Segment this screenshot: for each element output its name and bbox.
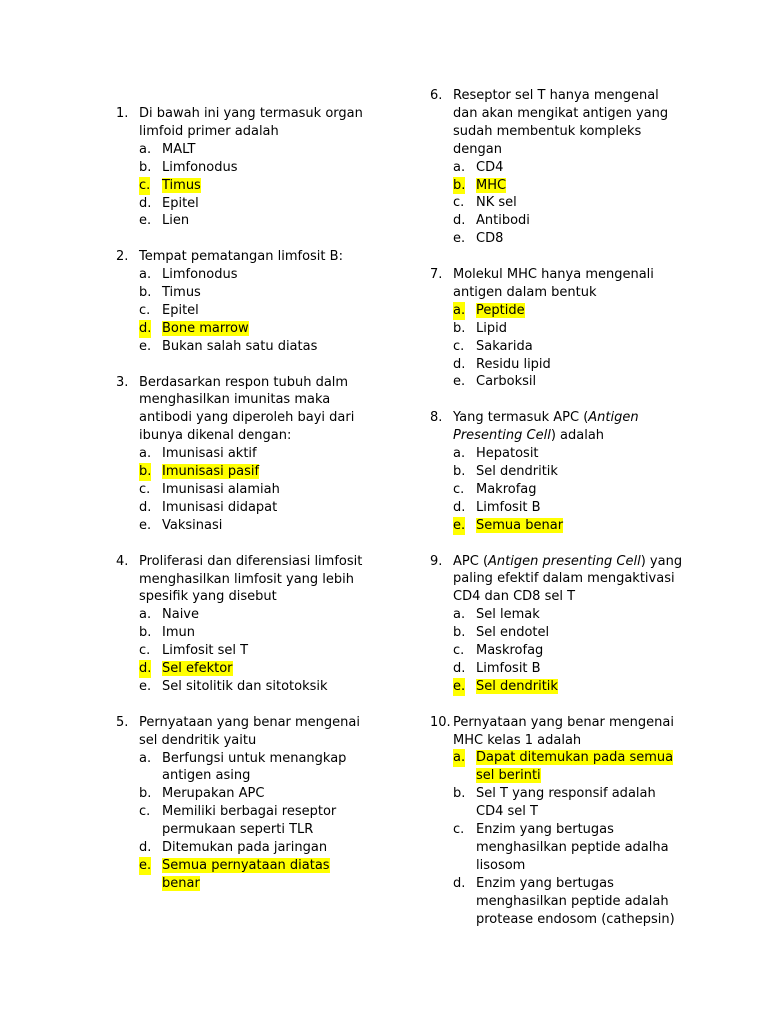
answer-option	[453, 517, 750, 535]
option-text: Limfosit B	[476, 660, 541, 676]
option-letter: e.	[453, 517, 466, 533]
question-number: 4.	[116, 553, 129, 569]
option-letter: c.	[453, 195, 465, 211]
answer-option	[139, 195, 436, 213]
right-column	[430, 87, 750, 929]
option-text: Imunisasi alamiah	[162, 482, 280, 497]
answer-option	[453, 356, 750, 374]
option-text: Sakarida	[476, 338, 533, 354]
option-letter: a.	[139, 446, 152, 462]
option-text: Sel endotel	[476, 625, 550, 641]
answer-option	[139, 338, 436, 356]
option-text: Maskrofag	[476, 643, 544, 659]
option-letter: d.	[453, 660, 466, 676]
option-letter: b.	[139, 464, 152, 480]
question-number: 5.	[116, 714, 129, 730]
option-text: Epitel	[162, 302, 199, 318]
answer-option	[139, 212, 436, 230]
option-text: Antibodi	[476, 213, 530, 229]
option-letter: e.	[453, 678, 466, 694]
question-stem	[453, 553, 750, 607]
option-letter: d.	[453, 499, 466, 515]
option-letter: e.	[139, 858, 152, 873]
option-letter: d.	[139, 661, 152, 677]
option-letter: e.	[139, 213, 152, 229]
option-text: Vaksinasi	[162, 517, 223, 533]
option-letter: b.	[139, 285, 152, 301]
option-text: Limfosit B	[476, 499, 541, 515]
answer-option	[139, 445, 436, 463]
answer-option	[453, 194, 750, 212]
question-10	[430, 714, 750, 929]
option-letter: b.	[453, 177, 466, 193]
option-text: Enzim yang bertugas menghasilkan peptide adalah protease endosom (cathepsin)	[476, 875, 675, 927]
option-text: Sel dendritik	[476, 464, 558, 479]
option-letter: e.	[139, 517, 152, 533]
stem-italic-term: Antigen Presenting Cell	[453, 410, 639, 444]
question-5	[116, 714, 436, 893]
question-spacer	[430, 391, 750, 409]
question-number: 8.	[430, 410, 443, 426]
option-letter: d.	[453, 213, 466, 229]
question-stem	[453, 409, 750, 445]
question-spacer	[116, 535, 436, 553]
option-text: Limfonodus	[162, 267, 238, 283]
answer-option	[453, 463, 750, 481]
answer-options	[430, 445, 750, 535]
option-text: Sel T yang responsif adalah CD4 sel T	[476, 786, 656, 820]
answer-option	[453, 445, 750, 463]
option-letter: a.	[139, 141, 152, 157]
option-letter: d.	[139, 195, 152, 211]
option-letter: a.	[453, 302, 466, 318]
option-text: CD4	[476, 159, 504, 175]
correct-answer-highlight: Dapat ditemukan pada semua sel berinti	[476, 750, 674, 784]
option-text: Enzim yang bertugas menghasilkan peptide adalha lisosom	[476, 822, 669, 873]
question-number: 6.	[430, 88, 443, 103]
answer-option	[453, 785, 750, 821]
option-text: Lipid	[476, 320, 507, 336]
option-text: Sel lemak	[476, 607, 540, 623]
answer-option	[453, 320, 750, 338]
option-text: Merupakan APC	[162, 786, 265, 802]
stem-text: Yang termasuk APC (	[453, 410, 589, 426]
question-stem: Di bawah ini yang termasuk organ limfoid primer adalah	[139, 106, 363, 139]
question-spacer	[116, 230, 436, 248]
option-letter: b.	[453, 320, 466, 336]
option-letter: c.	[139, 804, 151, 820]
question-8	[430, 409, 750, 534]
answer-options	[430, 606, 750, 696]
question-stem: Molekul MHC hanya mengenali antigen dalam bentuk	[453, 267, 654, 300]
answer-options	[430, 159, 750, 249]
answer-option	[139, 141, 436, 159]
option-letter: b.	[453, 786, 466, 802]
option-letter: c.	[453, 481, 465, 497]
question-1	[116, 105, 436, 230]
option-letter: b.	[453, 464, 466, 479]
option-letter: e.	[139, 338, 152, 354]
answer-option	[453, 338, 750, 356]
answer-option	[139, 320, 436, 338]
question-stem: Reseptor sel T hanya mengenal dan akan mengikat antigen yang sudah membentuk kompleks dengan	[453, 88, 669, 157]
question-spacer	[116, 696, 436, 714]
option-text: MALT	[162, 141, 196, 157]
option-letter: c.	[139, 302, 151, 318]
answer-option	[453, 302, 750, 320]
option-letter: a.	[139, 267, 152, 283]
stem-text: ) adalah	[550, 428, 605, 444]
option-letter: d.	[139, 320, 152, 336]
answer-option	[139, 302, 436, 320]
answer-option	[453, 481, 750, 499]
answer-option	[139, 266, 436, 284]
answer-options	[116, 606, 436, 696]
option-letter: b.	[139, 159, 152, 175]
answer-option	[453, 373, 750, 391]
answer-option	[139, 606, 436, 624]
option-letter: a.	[453, 446, 466, 462]
question-number: 3.	[116, 374, 129, 390]
question-4	[116, 553, 436, 696]
option-text: CD8	[476, 231, 504, 247]
correct-answer-highlight: Semua benar	[476, 517, 564, 533]
option-text: Memiliki berbagai reseptor permukaan seperti TLR	[162, 804, 337, 838]
question-number: 9.	[430, 553, 443, 569]
question-number: 10.	[430, 714, 451, 730]
option-letter: c.	[453, 338, 465, 354]
option-text: Residu lipid	[476, 356, 551, 372]
option-letter: c.	[139, 643, 151, 659]
option-text: Berfungsi untuk menangkap antigen asing	[162, 750, 347, 784]
question-stem: Proliferasi dan diferensiasi limfosit menghasilkan limfosit yang lebih spesifik yang disebut	[139, 553, 363, 605]
answer-option	[453, 624, 750, 642]
correct-answer-highlight: Timus	[162, 177, 201, 193]
question-number: 1.	[116, 106, 129, 121]
question-spacer	[430, 248, 750, 266]
option-letter: e.	[453, 231, 466, 247]
option-letter: c.	[453, 822, 465, 838]
answer-option	[139, 517, 436, 535]
question-stem: Berdasarkan respon tubuh dalm menghasilkan imunitas maka antibodi yang diperoleh bayi dari ibunya dikenal dengan:	[139, 374, 355, 444]
answer-option	[453, 678, 750, 696]
answer-option	[139, 177, 436, 195]
option-letter: c.	[453, 643, 465, 659]
option-letter: a.	[453, 159, 466, 175]
stem-italic-term: Antigen presenting Cell	[488, 553, 641, 569]
question-number: 2.	[116, 249, 129, 265]
question-spacer	[430, 696, 750, 714]
option-text: Lien	[162, 213, 190, 229]
answer-option	[139, 159, 436, 177]
option-text: Imunisasi didapat	[162, 499, 278, 515]
answer-option	[453, 499, 750, 517]
left-column	[116, 105, 436, 893]
question-6	[430, 87, 750, 248]
stem-text: ) yang paling efektif dalam mengaktivasi CD4 dan CD8 sel T	[453, 553, 683, 605]
question-stem: Pernyataan yang benar mengenai MHC kelas 1 adalah	[453, 714, 674, 748]
correct-answer-highlight: Semua pernyataan diatas benar	[162, 858, 330, 891]
question-2	[116, 248, 436, 355]
answer-option	[453, 212, 750, 230]
question-spacer	[116, 356, 436, 374]
answer-option	[453, 749, 750, 785]
option-text: Naive	[162, 607, 199, 623]
option-text: Sel sitolitik dan sitotoksik	[162, 678, 328, 694]
option-letter: a.	[139, 607, 152, 623]
option-letter: a.	[453, 607, 466, 623]
correct-answer-highlight: Sel efektor	[162, 661, 233, 677]
correct-answer-highlight: Peptide	[476, 302, 525, 318]
answer-option	[139, 785, 436, 803]
question-number: 7.	[430, 267, 443, 283]
question-stem: Pernyataan yang benar mengenai sel dendritik yaitu	[139, 714, 360, 748]
option-text: Hepatosit	[476, 446, 539, 462]
option-letter: c.	[139, 482, 151, 497]
correct-answer-highlight: Sel dendritik	[476, 678, 558, 694]
answer-option	[139, 481, 436, 499]
question-stem: Tempat pematangan limfosit B:	[139, 249, 343, 265]
option-letter: d.	[453, 875, 466, 891]
answer-option	[139, 284, 436, 302]
answer-option	[139, 660, 436, 678]
option-letter: e.	[453, 374, 466, 390]
option-letter: b.	[453, 625, 466, 641]
answer-option	[139, 750, 436, 786]
option-text: Limfonodus	[162, 159, 238, 175]
question-spacer	[430, 535, 750, 553]
answer-option	[139, 624, 436, 642]
option-text: NK sel	[476, 195, 517, 211]
option-text: Ditemukan pada jaringan	[162, 840, 328, 856]
question-9	[430, 553, 750, 696]
answer-option	[139, 642, 436, 660]
answer-option	[139, 857, 436, 893]
option-text: Timus	[162, 285, 201, 301]
answer-option	[453, 660, 750, 678]
correct-answer-highlight: MHC	[476, 177, 507, 193]
answer-options	[430, 749, 750, 928]
option-letter: d.	[139, 840, 152, 856]
option-text: Epitel	[162, 195, 199, 211]
option-text: Makrofag	[476, 481, 537, 497]
option-text: Bukan salah satu diatas	[162, 338, 318, 354]
option-letter: c.	[139, 177, 151, 193]
answer-options	[116, 141, 436, 231]
answer-option	[453, 875, 750, 929]
answer-option	[453, 642, 750, 660]
answer-options	[116, 445, 436, 535]
answer-option	[139, 499, 436, 517]
option-letter: b.	[139, 786, 152, 802]
option-letter: d.	[139, 499, 152, 515]
option-letter: d.	[453, 356, 466, 372]
option-text: Imunisasi aktif	[162, 446, 257, 462]
option-text: Limfosit sel T	[162, 643, 249, 659]
option-letter: a.	[139, 750, 152, 766]
question-7	[430, 266, 750, 391]
option-letter: e.	[139, 678, 152, 694]
question-3	[116, 374, 436, 535]
stem-text: APC (	[453, 553, 489, 569]
correct-answer-highlight: Imunisasi pasif	[162, 464, 260, 480]
answer-option	[453, 606, 750, 624]
answer-option	[139, 678, 436, 696]
option-text: Imun	[162, 625, 195, 641]
answer-option	[139, 463, 436, 481]
answer-options	[430, 302, 750, 392]
answer-option	[453, 159, 750, 177]
answer-option	[139, 839, 436, 857]
answer-option	[453, 230, 750, 248]
answer-options	[116, 750, 436, 893]
option-letter: b.	[139, 625, 152, 641]
answer-options	[116, 266, 436, 356]
answer-option	[453, 821, 750, 875]
option-letter: a.	[453, 750, 466, 766]
answer-option	[139, 803, 436, 839]
correct-answer-highlight: Bone marrow	[162, 320, 249, 336]
option-text: Carboksil	[476, 374, 537, 390]
answer-option	[453, 177, 750, 195]
